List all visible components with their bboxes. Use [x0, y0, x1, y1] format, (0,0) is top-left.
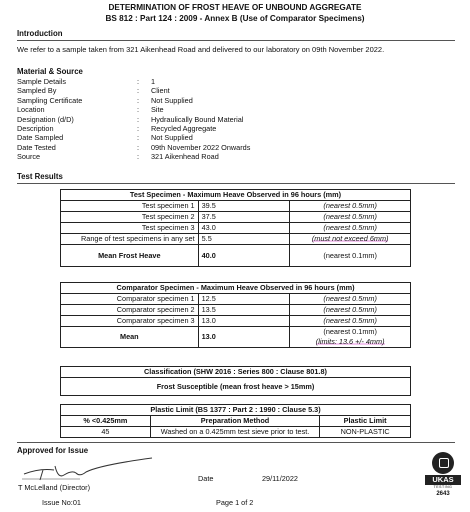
- material-row: Date Tested : 09th November 2022 Onwards: [17, 142, 251, 152]
- material-row: Date Sampled : Not Supplied: [17, 133, 193, 143]
- approval-heading: Approved for Issue: [17, 446, 89, 455]
- comparator-table-title: Comparator Specimen - Maximum Heave Observed in 96 hours (mm): [61, 283, 411, 294]
- issue-number: Issue No:01: [42, 498, 81, 507]
- ukas-text: UKAS: [425, 475, 461, 485]
- report-title: DETERMINATION OF FROST HEAVE OF UNBOUND AGGREGATE: [108, 3, 362, 12]
- results-heading: Test Results: [17, 172, 63, 181]
- classification-value: Frost Susceptible (mean frost heave > 15mm): [61, 378, 411, 396]
- page-number: Page 1 of 2: [216, 498, 254, 507]
- material-row: Location : Site: [17, 105, 164, 115]
- table-row: Test specimen 3 43.0 (nearest 0.5mm): [61, 223, 411, 234]
- ukas-logo: [425, 452, 461, 498]
- divider: [17, 442, 455, 443]
- material-row: Designation (d/D) : Hydraulically Bound Material: [17, 114, 244, 124]
- classification-table: [60, 366, 411, 396]
- ukas-number: 2643: [436, 491, 450, 497]
- material-heading: Material & Source: [17, 67, 83, 76]
- classification-title: Classification (SHW 2016 : Series 800 : Clause 801.8): [61, 367, 411, 378]
- material-row: Source : 321 Aikenhead Road: [17, 152, 219, 162]
- ukas-subtitle: TESTING: [433, 485, 453, 489]
- material-row: Description : Recycled Aggregate: [17, 124, 217, 134]
- table-row: Test specimen 2 37.5 (nearest 0.5mm): [61, 212, 411, 223]
- introduction-text: We refer to a sample taken from 321 Aikenhead Road and delivered to our laboratory on 09th November 2022.: [17, 45, 385, 54]
- signatory-name: T McLelland (Director): [18, 483, 91, 492]
- table-row: Comparator specimen 2 13.5 (nearest 0.5mm): [61, 305, 411, 316]
- divider: [17, 183, 455, 184]
- introduction-heading: Introduction: [17, 29, 63, 38]
- material-row: Sampled By : Client: [17, 86, 170, 96]
- comparator-limit-note: (limits: 13.6 +/- 4mm): [315, 337, 385, 346]
- range-limit-note: (must not exceed 6mm): [311, 234, 389, 243]
- signature-image: [20, 455, 160, 483]
- test-table-title: Test Specimen - Maximum Heave Observed in 96 hours (mm): [61, 190, 411, 201]
- divider: [17, 40, 455, 41]
- crown-icon: [432, 452, 454, 474]
- plastic-limit-table: Plastic Limit (BS 1377 : Part 2 : 1990 : Clause 5.3) % <0.425mm Preparation Method Plastic Limit 45 Washed on a 0.425mm test sieve prior to test. NON-PLASTIC: [60, 404, 411, 438]
- plastic-limit-title: Plastic Limit (BS 1377 : Part 2 : 1990 : Clause 5.3): [61, 405, 411, 416]
- mean-row: Mean 13.0 (nearest 0.1mm): [61, 327, 411, 338]
- table-row: 45 Washed on a 0.425mm test sieve prior to test. NON-PLASTIC: [61, 427, 411, 438]
- approval-date: 29/11/2022: [262, 474, 298, 483]
- table-row: Test specimen 1 39.5 (nearest 0.5mm): [61, 201, 411, 212]
- material-list: [17, 77, 250, 162]
- mean-row: Mean Frost Heave 40.0 (nearest 0.1mm): [61, 245, 411, 267]
- date-label: Date: [198, 474, 214, 483]
- test-specimen-table: [60, 189, 411, 267]
- table-row: Comparator specimen 1 12.5 (nearest 0.5mm): [61, 294, 411, 305]
- table-row: Range of test specimens in any set 5.5 (must not exceed 6mm): [61, 234, 411, 245]
- material-row: Sample Details : 1: [17, 77, 156, 86]
- comparator-specimen-table: [60, 282, 411, 348]
- material-row: Sampling Certificate : Not Supplied: [17, 95, 193, 105]
- report-subtitle: BS 812 : Part 124 : 2009 - Annex B (Use of Comparator Specimens): [105, 14, 365, 23]
- table-row: Comparator specimen 3 13.0 (nearest 0.5mm): [61, 316, 411, 327]
